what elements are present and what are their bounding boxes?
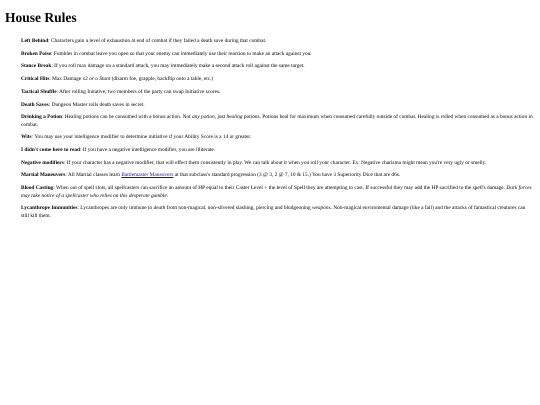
rule-emphasis: Dark forces may take notice of a spellcaster who relies on this desperate gamble. <box>21 185 532 199</box>
rule-text: : All Martial classes learn <box>65 172 122 179</box>
rule-text: at that subclass's standard progression (3 @ 3, 2 @ 7, 10 & 15.) You have 3 Superiority Dice that are d6s. <box>173 172 401 179</box>
rule-text: : Characters gain a level of exhaustion at end of combat if they failed a death save during that combat. <box>48 38 267 44</box>
rule-emphasis: death <box>153 205 166 212</box>
rule-text: : Lycanthropes are only immune to <box>77 205 154 212</box>
rules-list <box>21 38 534 220</box>
rule-emphasis: weapons <box>311 205 331 212</box>
rule-text: : If you roll max damage on a standard attack, you may immediately make a second attack roll against the same target. <box>51 63 305 70</box>
rule-text: : When out of spell slots, all spellcasters can sacrifice an amount of HP equal to their Caster Level + the level of Spell they are attempting to cast. If successful they may add the HP sacrified to the spell's damage. <box>53 185 507 192</box>
rule-item <box>21 102 534 109</box>
rule-term: Wits <box>21 134 32 141</box>
rule-item <box>21 51 534 58</box>
rule-text: : Dungeon Master rolls death saves in secret. <box>48 101 145 108</box>
rule-text: . Non-magical enviromental damage (like a fall) and the attacks of fantastical creatures can still kill them. <box>21 205 526 219</box>
rule-emphasis: healing <box>226 114 243 121</box>
rule-item <box>21 76 534 83</box>
rule-item <box>21 205 534 220</box>
rule-item <box>21 63 534 70</box>
rule-text: : Max Damage x2 <box>49 76 90 83</box>
rule-text: : If your character has a negative modifier, that will effect them consistently in play. We can talk about it when you roll your character. Ex: Negative charisma might mean you're very ugly or smelly. <box>63 159 487 166</box>
rule-item <box>21 114 534 129</box>
rule-text: from non-magical, non-silvered slashing, piercing and bludgeoning <box>165 205 312 212</box>
rule-item <box>21 160 534 167</box>
rule-term: I didn't come here to read <box>21 147 81 154</box>
rule-term: Negative modifiers <box>21 159 64 166</box>
rule-item <box>21 147 534 154</box>
rule-term: Stance Break <box>21 63 52 70</box>
rule-item <box>21 185 534 200</box>
rule-item <box>21 38 534 45</box>
rule-term: Death Saves <box>21 101 49 108</box>
rule-term: Lycanthrope Immunities <box>21 205 78 212</box>
rule-text: : Healing potions can be consumed with a bonus action. Not <box>61 114 192 121</box>
rule-item <box>21 172 534 179</box>
rule-emphasis: or a Stunt <box>89 76 111 83</box>
rule-text: , just <box>214 114 227 121</box>
rule-term: Tactical Shuffle <box>21 88 57 95</box>
rule-text: potions. Potions heal for maximum when consumed carefully outside of combat. Healing is rolled when consumed as a bonus action in combat. <box>21 114 533 128</box>
rule-text: : After rolling Initative, two members of the party can swap Initiative scores. <box>56 88 221 95</box>
rule-term: Left Behind <box>21 38 49 44</box>
rule-item <box>21 89 534 96</box>
rule-text: : Fumbles in combat leave you open so that your enemy can immediately use their reaction to make an attack against you. <box>51 50 312 57</box>
rule-term: Broken Poise <box>21 50 52 57</box>
battlemaster-maneuvers-link[interactable]: Battlemaster Maneuvers <box>121 172 174 179</box>
rule-term: Martial Maneuvers <box>21 172 66 179</box>
rule-term: Drinking a Potion <box>21 114 62 121</box>
page-title: House Rules <box>5 10 77 25</box>
rule-term: Critical Hits <box>21 76 50 83</box>
rule-term: Blood Casting <box>21 185 54 192</box>
rule-text: (disarm foe, grapple, backflip onto a table, etc.) <box>110 76 214 83</box>
rule-text: : You may use your intelligence modifier to determine initiative if your Ability Score is a 14 or greater. <box>31 134 252 141</box>
rule-text: : If you have a negative intelligence modifier, you are illiterate. <box>80 147 216 154</box>
rule-item <box>21 134 534 141</box>
rule-emphasis: any potion <box>192 114 215 121</box>
